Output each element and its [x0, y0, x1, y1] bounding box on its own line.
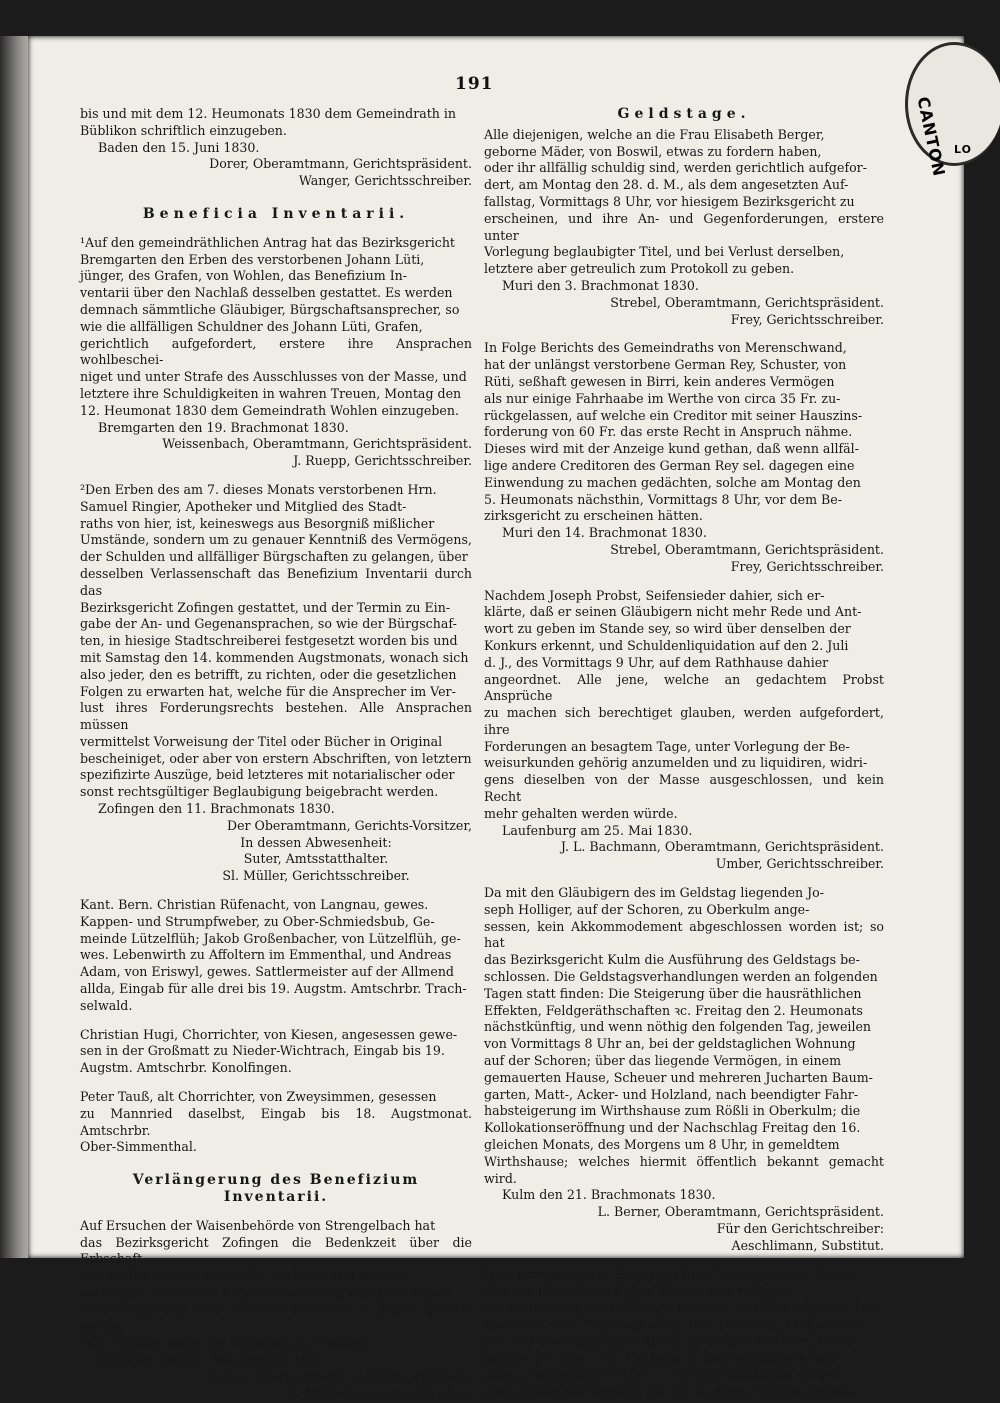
library-stamp — [905, 42, 1000, 179]
signature: Frey, Gerichtsschreiber. — [730, 311, 884, 327]
signature: Dorer, Oberamtmann, Gerichtspräsident. — [209, 156, 472, 172]
stamp-subtext: LO — [954, 143, 972, 156]
notice-paragraph: Da mit den Gläubigern des im Geldstag liegenden Jo- seph Holliger, auf der Schoren, zu Oberkulm ange- sessen, kein Akkommodement abgeschlossen worden ist; so hat das Bezirksgericht Kulm die Ausführung des Geldstags be- schlossen. Die Geldstagsverhandlungen werden an folgenden Tagen statt finden: Die Steigerung über die hausräthlichen Effekten, Feldgeräthschaften ꝛc. Freitag den 2. Heumonats nächstkünftig, und wenn nöthig den folgenden Tag, jeweilen von Vormittags 8 Uhr an, bei der geldstaglichen Wohnung auf der Schoren; über das liegende Vermögen, in einem gemauerten Hause, Scheuer und mehreren Jucharten Baum- garten, Matt-, Acker- und Holzland, nach beendigter Fahr- habsteigerung im Wirthshause zum Rößli in Oberkulm; die Kollokationseröffnung und der Nachschlag Freitag den 16. gleichen Monats, des Morgens um 8 Uhr, in gemeldtem Wirthshause; welches hiermit öffentlich bekannt gemacht wird. — [484, 885, 884, 1186]
notice-paragraph: Christian Hugi, Chorrichter, von Kiesen, angesessen gewe- sen in der Großmatt zu Nieder-Wichtrach, Eingab bis 19. Augstm. Amtschrbr. Konolfingen. — [80, 1026, 458, 1076]
dateline: Zofingen den 18. Brachmonat 1830. — [98, 1352, 329, 1368]
section-heading-verlaengerung: Verlängerung des Benefizium Inventarii. — [132, 1172, 420, 1206]
notice-paragraph: Nachdem Joseph Probst, Seifensieder dahier, sich er- klärte, daß er seinen Gläubigern nicht mehr Rede und Ant- wort zu geben im Stande sey, so wird über denselben der Konkurs erkennt, und Schuldenliquidation auf den 2. Juli d. J., des Vormittags 9 Uhr, auf dem Rathhause dahier angeordnet. Alle jene, welche an gedachtem Probst Ansprüche zu machen sich berechtiget glauben, werden aufgefordert, ihre Forderungen an besagtem Tage, unter Vorlegung der Be- weisurkunden gehörig anzumelden und zu liquidiren, widri- gens dieselben von der Masse ausgeschlossen, und kein Recht mehr gehalten werden würde. — [484, 587, 884, 821]
signature: Der Oberamtmann, Gerichts-Vorsitzer, — [226, 817, 472, 833]
notice-paragraph: In Folge Berichts des Gemeindraths von Merenschwand, hat der unlängst verstorbene German Rey, Schuster, von Rüti, seßhaft gewesen in Birri, kein anderes Vermögen als nur einige Fahrhaabe im Werthe von circa 35 Fr. zu- rückgelassen, auf welche ein Creditor mit seiner Hauszins- forderung von 60 Fr. das erste Recht in Anspruch nähme. Dieses wird mit der Anzeige kund gethan, daß wenn allfäl- lige andere Creditoren des German Rey sel. dagegen eine Einwendung zu machen gedächten, solche am Montag den 5. Heumonats nächsthin, Vormittags 8 Uhr, vor dem Be- zirksgericht zu erscheinen hätten. — [484, 340, 863, 524]
dateline: Baden den 15. Juni 1830. — [98, 139, 260, 155]
signature: L. Berner, Oberamtmann, Gerichtspräsident. — [597, 1204, 884, 1220]
signature: S. Müller, Gerichtsschreiber. — [289, 1385, 472, 1401]
right-column — [484, 106, 884, 1401]
section-heading-geldstage: Geldstage. — [617, 106, 751, 122]
signature: Strebel, Oberamtmann, Gerichtspräsident. — [610, 541, 884, 557]
signature: Strebel, Oberamtmann, Gerichtspräsident. — [610, 294, 884, 310]
signature: Für den Gerichtschreiber: — [716, 1221, 884, 1236]
signature: Weissenbach, Oberamtmann, Gerichtspräsident. — [162, 436, 472, 452]
page-number: 191 — [455, 74, 494, 94]
signature: Aeschlimann, Substitut. — [731, 1237, 884, 1253]
notice-paragraph: ²Den Erben des am 7. dieses Monats verstorbenen Hrn. Samuel Ringier, Apotheker und Mitglied des Stadt- raths von hier, ist, keineswegs aus Besorgniß mißlicher Umstände, sondern um zu genauer Kenntniß des Vermögens, der Schulden und allfälliger Bürgschaften zu gelangen, über desselben Verlassenschaft das Benefizium Inventarii durch das Bezirksgericht Zofingen gestattet, und der Termin zu Ein- gabe der An- und Gegenansprachen, so wie der Bürgschaf- ten, in hiesige Stadtschreiberei festgesetzt worden bis und mit Samstag den 14. kommenden Augstmonats, wonach sich also jeder, den es betrifft, zu richten, oder die gesetzlichen Folgen zu erwarten hat, welche für die Ansprecher im Ver- lust ihres Forderungsrechts bestehen. Alle Ansprachen müssen vermittelst Vorweisung der Titel oder Bücher in Original bescheiniget, oder aber von erstern Abschriften, von letztern spezifizirte Auszüge, beid letzteres mit notarialischer oder sonst rechtsgültiger Beglaubigung beigebracht werden. — [80, 481, 472, 800]
signature: Umber, Gerichtsschreiber. — [715, 856, 884, 872]
intro-paragraph: bis und mit dem 12. Heumonats 1830 dem Gemeindrath in Büblikon schriftlich einzugeben. — [80, 106, 457, 138]
signature: Wanger, Gerichtsschreiber. — [298, 173, 472, 189]
left-column — [80, 106, 472, 1403]
signature: In dessen Abwesenheit: — [240, 834, 392, 850]
signature: J. L. Bachmann, Oberamtmann, Gerichtspräsident. — [560, 839, 884, 855]
dateline: Kulm den 21. Brachmonats 1830. — [502, 1187, 716, 1203]
dateline: Zofingen den 11. Brachmonats 1830. — [98, 801, 335, 817]
dateline: Bremgarten den 19. Brachmonat 1830. — [98, 419, 349, 435]
notice-paragraph: Alle diejenigen, welche an die Frau Elisabeth Berger, geborne Mäder, von Boswil, etwas zu fordern haben, oder ihr allfällig schuldig sind, werden gerichtlich aufgefor- dert, am Montag den 28. d. M., als dem angesetzten Auf- fallstag, Vormittags 8 Uhr, vor hiesigem Bezirksgericht zu erscheinen, und ihre An- und Gegenforderungen, erstere unter Vorlegung beglaubigter Titel, und bei Verlust derselben, letztere aber getreulich zum Protokoll zu geben. — [484, 126, 884, 277]
signature: J. Ruepp, Gerichtsschreiber. — [293, 453, 472, 469]
notice-paragraph: ¹Auf den gemeindräthlichen Antrag hat das Bezirksgericht Bremgarten den Erben des verstorbenen Johann Lüti, jünger, des Grafen, von Wohlen, das Benefizium In- ventarii über den Nachlaß desselben gestattet. Es werden demnach sämmtliche Gläubiger, Bürgschaftsansprecher, so wie die allfälligen Schuldner des Johann Lüti, Grafen, gerichtlich aufgefordert, erstere ihre Ansprachen wohlbeschei- niget und unter Strafe des Ausschlusses von der Masse, und letztere ihre Schuldigkeiten in wahren Treuen, Montag den 12. Heumonat 1830 dem Gemeindrath Wohlen einzugeben. — [80, 234, 472, 418]
notice-paragraph: Peter Tauß, alt Chorrichter, von Zweysimmen, gesessen zu Mannried daselbst, Eingab bis 18. Augstmonat. Amtschrbr. Ober-Simmenthal. — [80, 1089, 472, 1155]
signature: Frey, Gerichtsschreiber. — [730, 558, 884, 574]
signature: Sl. Müller, Gerichtsschreiber. — [222, 868, 410, 884]
dateline: Muri den 14. Brachmonat 1830. — [502, 525, 707, 541]
notice-paragraph: ¹Das Bezirksgericht Brugg hat über Vermögen und Schul- den des Hans Jakob Keller, Krusen von Veltheim die Verführung des Geldstags erkennt, worüber folgende Tage bestimmt sind: Für Steigerung über Fahrhabe, Liegenschaf- ten und den dißjährigen Abnuz ab einigen Güthern, Diens- tag der 29. Juny — zu Veltheim in des Geldstagers Woh- nung, Nachmittags 2 Uhr. — Für die Collokation ist der Gerichtskanzlei Samstag der 28. Augstm. Für die Colloka- — [484, 1266, 884, 1400]
signature: Suter, Amtsstatthalter. — [243, 851, 389, 867]
dateline: Muri den 3. Brachmonat 1830. — [502, 277, 699, 293]
signature: Suter, Oberamtmann, Gerichtspräsident. — [211, 1368, 472, 1384]
stamp-text: CANTON — [913, 95, 949, 179]
notice-paragraph: Auf Ersuchen der Waisenbehörde von Strengelbach hat das Bezirksgericht Zofingen die Bedenkzeit über die Erbschaft des Wirths Samuel Dätweiler noch um drei Wochen verlängert, damit das Ergebniß einer zugleich bewilligten Probesteigerung jene Behörde bestimmt in Stand gesetzt werde, sich für oder wider die Erbschaft zu erklären. — [80, 1217, 472, 1351]
section-heading-beneficia: Beneficia Inventarii. — [142, 205, 410, 222]
dateline: Laufenburg am 25. Mai 1830. — [502, 822, 693, 838]
notice-paragraph: Kant. Bern. Christian Rüfenacht, von Langnau, gewes. Kappen- und Strumpfweber, zu Ober-Schmiedsbub, Ge- meinde Lützelflüh; Jakob Großenbacher, von Lützelflüh, ge- wes. Lebenwirth zu Affoltern im Emmenthal, und Andreas Adam, von Eriswyl, gewes. Sattlermeister auf der Allmend allda, Eingab für alle drei bis 19. Augstm. Amtschrbr. Trach- selwald. — [80, 897, 467, 1013]
